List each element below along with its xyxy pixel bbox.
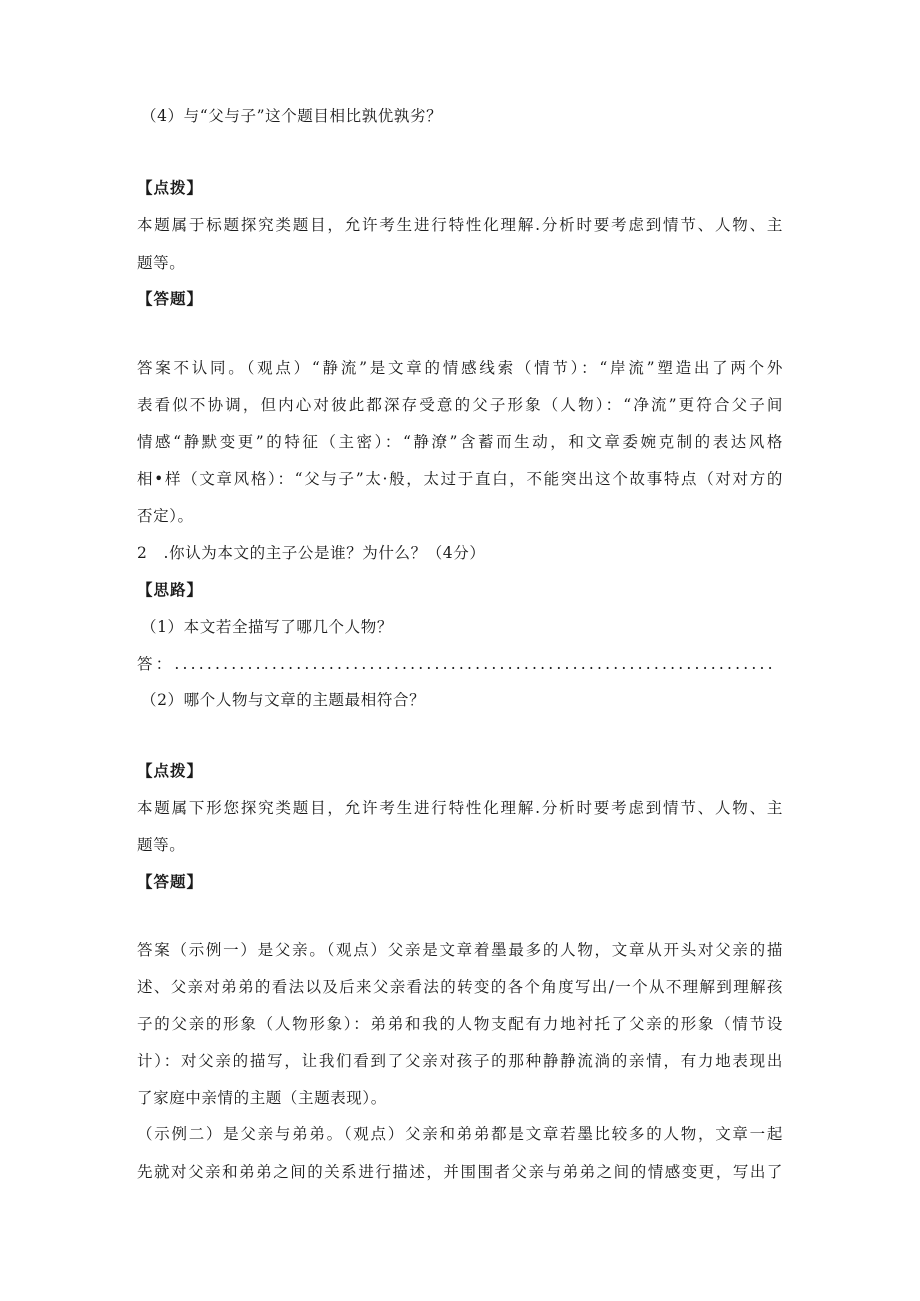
q2-hint-heading: 【点拨】 [137, 761, 204, 780]
q2-example1-line: 述、父亲对弟弟的看法以及后来父亲看法的转变的各个角度写出/一个从不理解到理解孩 [137, 978, 783, 996]
q2-sub-question-1: （1）本文若全描写了哪几个人物？ [141, 618, 393, 636]
q2-answer-blank: 答：.......................................................................... [137, 655, 776, 673]
q2-example2-line: （示例二）是父亲与弟弟。（观点）父亲和弟弟都是文章若墨比较多的人物，文章一起 [137, 1125, 783, 1143]
q1-answer-line: 否定）。 [137, 507, 194, 525]
q2-hint-line: 本题属下形您探究类题目，允许考生进行特性化理解.分析时要考虑到情节、人物、主 [137, 799, 783, 817]
q1-hint-line: 题等。 [137, 254, 186, 272]
q1-answer-line: 表看似不协调，但内心对彼此都深存受意的父子形象（人物）：“净流”更符合父子间 [137, 396, 783, 414]
q1-hint-heading: 【点拨】 [137, 178, 204, 197]
q2-hint-line: 题等。 [137, 836, 186, 854]
q2-idea-heading: 【思路】 [137, 580, 204, 599]
q2-example1-line: 子的父亲的形象（人物形象）：弟弟和我的人物支配有力地衬托了父亲的形象（情节设 [137, 1015, 783, 1033]
q2-sub-question-2: （2）哪个人物与文章的主题最相符合？ [141, 691, 426, 709]
q1-sub-question-4: （4）与“父与子”这个题目相比孰优孰劣？ [141, 107, 443, 125]
q1-answer-line: 答案不认同。（观点）“静流”是文章的情感线索（情节）：“岸流”塑造出了两个外 [137, 359, 783, 377]
q1-answer-heading: 【答题】 [137, 289, 204, 308]
q2-answer-heading: 【答题】 [137, 872, 204, 891]
q1-answer-line: 相•样（文章风格）：“父与子”太·般，太过于直白，不能突出这个故事特点（对对方的 [137, 470, 783, 488]
q2-question: 2 .你认为本文的主子公是谁？为什么？（4分） [137, 544, 486, 562]
q2-example2-line: 先就对父亲和弟弟之间的关系进行描述，并围围者父亲与弟弟之间的情感变更，写出了 [137, 1163, 783, 1181]
q2-example1-line: 答案（示例一）是父亲。（观点）父亲是文章着墨最多的人物，文章从开头对父亲的描 [137, 941, 783, 959]
q1-answer-line: 情感“静默变更”的特征（主密）：“静潦”含蓄而生动，和文章委婉克制的表达风格 [137, 433, 783, 451]
q2-example1-line: 了家庭中亲情的主题（主题表现）。 [137, 1089, 387, 1107]
q1-hint-line: 本题属于标题探究类题目，允许考生进行特性化理解.分析时要考虑到情节、人物、主 [137, 216, 783, 234]
q2-example1-line: 计）：对父亲的描写，让我们看到了父亲对孩子的那种静静流淌的亲情，有力地表现出 [137, 1052, 783, 1070]
